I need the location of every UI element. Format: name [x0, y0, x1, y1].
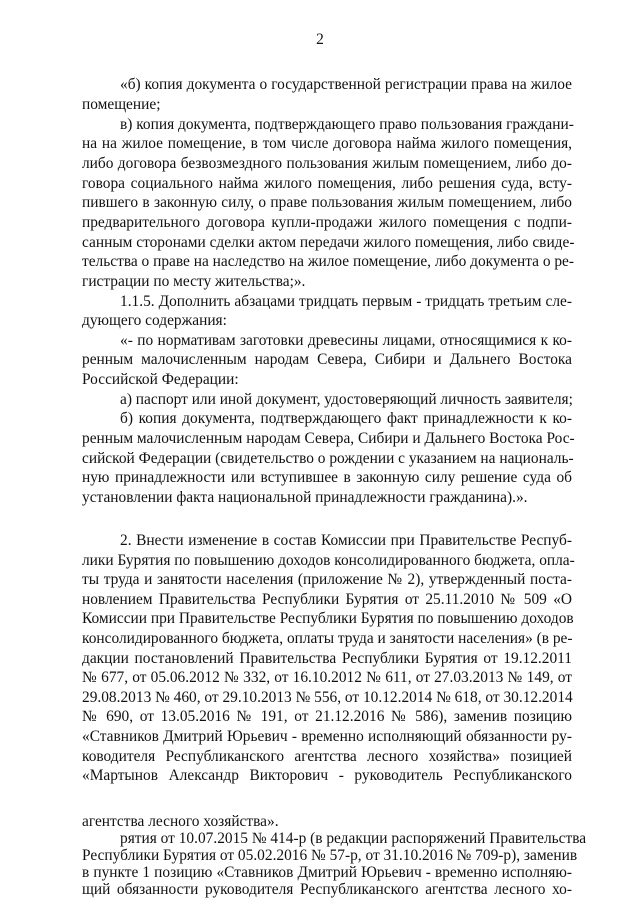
text-line: а) паспорт или иной документ, удостоверяющий личность заявителя;	[120, 391, 573, 408]
text-line: «б) копия документа о государственной регистрации права на жилое	[120, 76, 572, 93]
text-line: гистрации по месту жительства;».	[82, 273, 306, 290]
text-line: на на жилое помещение, в том числе договора найма жилого помещения,	[82, 135, 572, 152]
text-line: «- по нормативам заготовки древесины лицами, относящимися к ко-	[120, 332, 572, 349]
text-line: 29.08.2013 № 460, от 29.10.2013 № 556, от 10.12.2014 № 618, от 30.12.2014	[82, 689, 573, 706]
text-line: ты труда и занятости населения (приложение № 2), утвержденный поста-	[82, 571, 572, 588]
text-line: консолидированного бюджета, оплаты труда и занятости населения» (в ре-	[82, 630, 573, 647]
text-line: б) копия документа, подтверждающего факт принадлежности к ко-	[120, 410, 572, 427]
text-line: Республики Бурятия от 05.02.2016 № 57-р, от 31.10.2016 № 709-р), заменив	[82, 847, 578, 864]
text-line: № 690, от 13.05.2016 № 191, от 21.12.2016 № 586), заменив позицию	[82, 708, 572, 725]
text-line: говора социального найма жилого помещения, либо решения суда, всту-	[82, 175, 572, 192]
text-line: тельства о праве на наследство на жилое помещение, либо документа о ре-	[82, 253, 575, 270]
page-number: 2	[316, 31, 324, 48]
text-line: «Мартынов Александр Викторович - руководитель Республиканского	[82, 767, 572, 784]
text-line: установлении факта национальной принадлежности гражданина).».	[82, 489, 528, 506]
text-line: новлением Правительства Республики Бурятия от 25.11.2010 № 509 «О	[82, 591, 572, 608]
text-line: Комиссии при Правительстве Республики Бурятия по повышению доходов	[82, 610, 574, 627]
text-line: дующего содержания:	[82, 312, 227, 329]
text-line: в пункте 1 позицию «Ставников Дмитрий Юрьевич - временно исполняю-	[82, 864, 572, 881]
text-line: ководителя Республиканского агентства лесного хозяйства» позицией	[82, 748, 572, 765]
text-line: 1.1.5. Дополнить абзацами тридцать первым - тридцать третьим сле-	[120, 293, 572, 310]
text-line: ную принадлежности или вступившее в законную силу решение суда об	[82, 469, 572, 486]
text-line: лики Бурятия по повышению доходов консолидированного бюджета, опла-	[82, 552, 575, 569]
text-line: в) копия документа, подтверждающего право пользования граждани-	[120, 116, 574, 133]
text-line: либо договора безвозмездного пользования жилым помещением, либо до-	[82, 155, 572, 172]
text-line: 2. Внести изменение в состав Комиссии при Правительстве Респуб-	[120, 532, 572, 549]
text-line: санным сторонами сделки актом передачи жилого помещения, либо свиде-	[82, 234, 575, 251]
text-line: ренным малочисленным народам Севера, Сибири и Дальнего Востока	[82, 351, 572, 368]
text-line: агентства лесного хозяйства».	[82, 813, 279, 830]
text-line: дакции постановлений Правительства Республики Бурятия от 19.12.2011	[82, 650, 572, 667]
text-line: щий обязанности руководителя Республиканского агентства лесного хо-	[82, 881, 572, 898]
text-line: пившего в законную силу, о праве пользования жилым помещением, либо	[82, 194, 572, 211]
text-line: «Ставников Дмитрий Юрьевич - временно исполняющий обязанности ру-	[82, 728, 572, 745]
text-line: ренным малочисленным народам Севера, Сибири и Дальнего Востока Рос-	[82, 430, 575, 447]
text-line: № 677, от 05.06.2012 № 332, от 16.10.2012 № 611, от 27.03.2013 № 149, от	[82, 669, 572, 686]
text-line: рятия от 10.07.2015 № 414-р (в редакции распоряжений Правительства	[120, 830, 587, 847]
text-line: сийской Федерации (свидетельство о рождении с указанием на националь-	[82, 450, 574, 467]
text-line: Российской Федерации:	[82, 371, 239, 388]
text-line: помещение;	[82, 96, 161, 113]
text-line: предварительного договора купли-продажи жилого помещения с подпи-	[82, 214, 572, 231]
